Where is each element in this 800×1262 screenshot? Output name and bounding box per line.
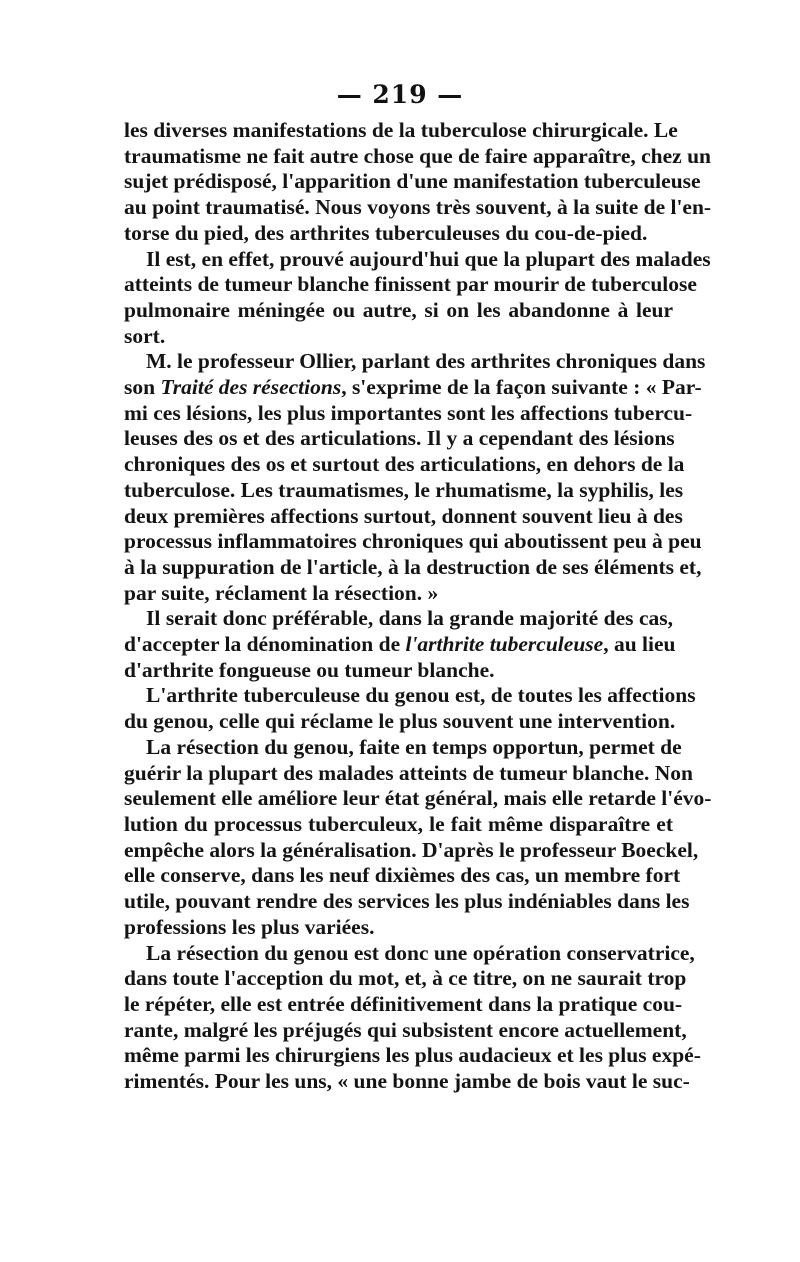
text-line: La résection du genou est donc une opération conservatrice, xyxy=(146,940,695,965)
text-line: à la suppuration de l'article, à la destruction de ses éléments et, xyxy=(124,554,702,579)
paragraph xyxy=(124,683,696,734)
text-line: elle conserve, dans les neuf dixièmes des cas, un membre fort xyxy=(124,863,681,888)
text-segment: son xyxy=(124,375,161,400)
text-line: par suite, réclament la résection. » xyxy=(124,580,439,605)
text-line: dans toute l'acception du mot, et, à ce titre, on ne saurait trop xyxy=(124,966,687,991)
book-title: Traité des résections xyxy=(160,375,342,400)
text-line: Il est, en effet, prouvé aujourd'hui que la plupart des malades xyxy=(146,246,711,271)
text-line: La résection du genou, faite en temps opportun, permet de xyxy=(146,734,682,759)
text-line: Il serait donc préférable, dans la grande majorité des cas, xyxy=(146,606,673,631)
text-line: pulmonaire méningée ou autre, si on les abandonne à leur xyxy=(124,297,673,322)
text-line: chroniques des os et surtout des articulations, en dehors de la xyxy=(124,452,685,477)
text-segment: d'accepter la dénomination de xyxy=(124,632,406,657)
paragraph xyxy=(124,606,676,683)
text-line: traumatisme ne fait autre chose que de faire apparaître, chez un xyxy=(124,143,711,168)
text-line: d'arthrite fongueuse ou tumeur blanche. xyxy=(124,657,495,682)
page-number: — 219 — xyxy=(336,80,464,109)
paragraph xyxy=(124,940,701,1095)
text-line: même parmi les chirurgiens les plus audacieux et les plus expé- xyxy=(124,1043,701,1068)
text-line: professions les plus variées. xyxy=(124,914,375,939)
text-line: leuses des os et des articulations. Il y a cependant des lésions xyxy=(124,426,675,451)
text-line: le répéter, elle est entrée définitivement dans la pratique cou- xyxy=(124,991,683,1016)
text-line: rimentés. Pour les uns, « une bonne jambe de bois vaut le suc- xyxy=(124,1069,690,1094)
text-line: sujet prédisposé, l'apparition d'une manifestation tuberculeuse xyxy=(124,169,701,194)
text-segment: , au lieu xyxy=(603,632,676,657)
text-line: M. le professeur Ollier, parlant des arthrites chroniques dans xyxy=(146,349,706,374)
paragraph xyxy=(124,349,706,606)
text-line: seulement elle améliore leur état général, mais elle retarde l'évo- xyxy=(124,786,712,811)
text-line: atteints de tumeur blanche finissent par mourir de tuberculose xyxy=(124,272,697,297)
text-line: empêche alors la généralisation. D'après le professeur Boeckel, xyxy=(124,837,699,862)
text-line: deux premières affections surtout, donnent souvent lieu à des xyxy=(124,503,683,528)
text-line: processus inflammatoires chroniques qui aboutissent peu à peu xyxy=(124,529,702,554)
text-line: L'arthrite tuberculeuse du genou est, de toutes les affections xyxy=(146,683,696,708)
text-line: les diverses manifestations de la tuberculose chirurgicale. Le xyxy=(124,118,678,142)
text-line: mi ces lésions, les plus importantes sont les affections tubercu- xyxy=(124,400,693,425)
text-line xyxy=(124,632,676,658)
emphasized-term: l'arthrite tuberculeuse xyxy=(405,632,604,657)
text-line: lution du processus tuberculeux, le fait même disparaître et xyxy=(124,811,673,836)
paragraph xyxy=(124,118,712,247)
text-line: torse du pied, des arthrites tuberculeuses du cou-de-pied. xyxy=(124,220,648,245)
text-line: tuberculose. Les traumatismes, le rhumatisme, la syphilis, les xyxy=(124,477,684,502)
text-line: utile, pouvant rendre des services les plus indéniables dans les xyxy=(124,889,690,914)
text-line xyxy=(124,375,702,401)
body-text xyxy=(124,118,712,1095)
text-line: guérir la plupart des malades atteints de tumeur blanche. Non xyxy=(124,760,693,785)
text-line: rante, malgré les préjugés qui subsistent encore actuellement, xyxy=(124,1017,687,1042)
text-line: sort. xyxy=(124,323,166,348)
text-line: au point traumatisé. Nous voyons très souvent, à la suite de l'en- xyxy=(124,195,712,220)
text-segment: , s'exprime de la façon suivante : « Par- xyxy=(341,375,702,400)
paragraph xyxy=(124,734,712,941)
text-line: du genou, celle qui réclame le plus souvent une intervention. xyxy=(124,709,676,734)
paragraph xyxy=(124,246,711,350)
